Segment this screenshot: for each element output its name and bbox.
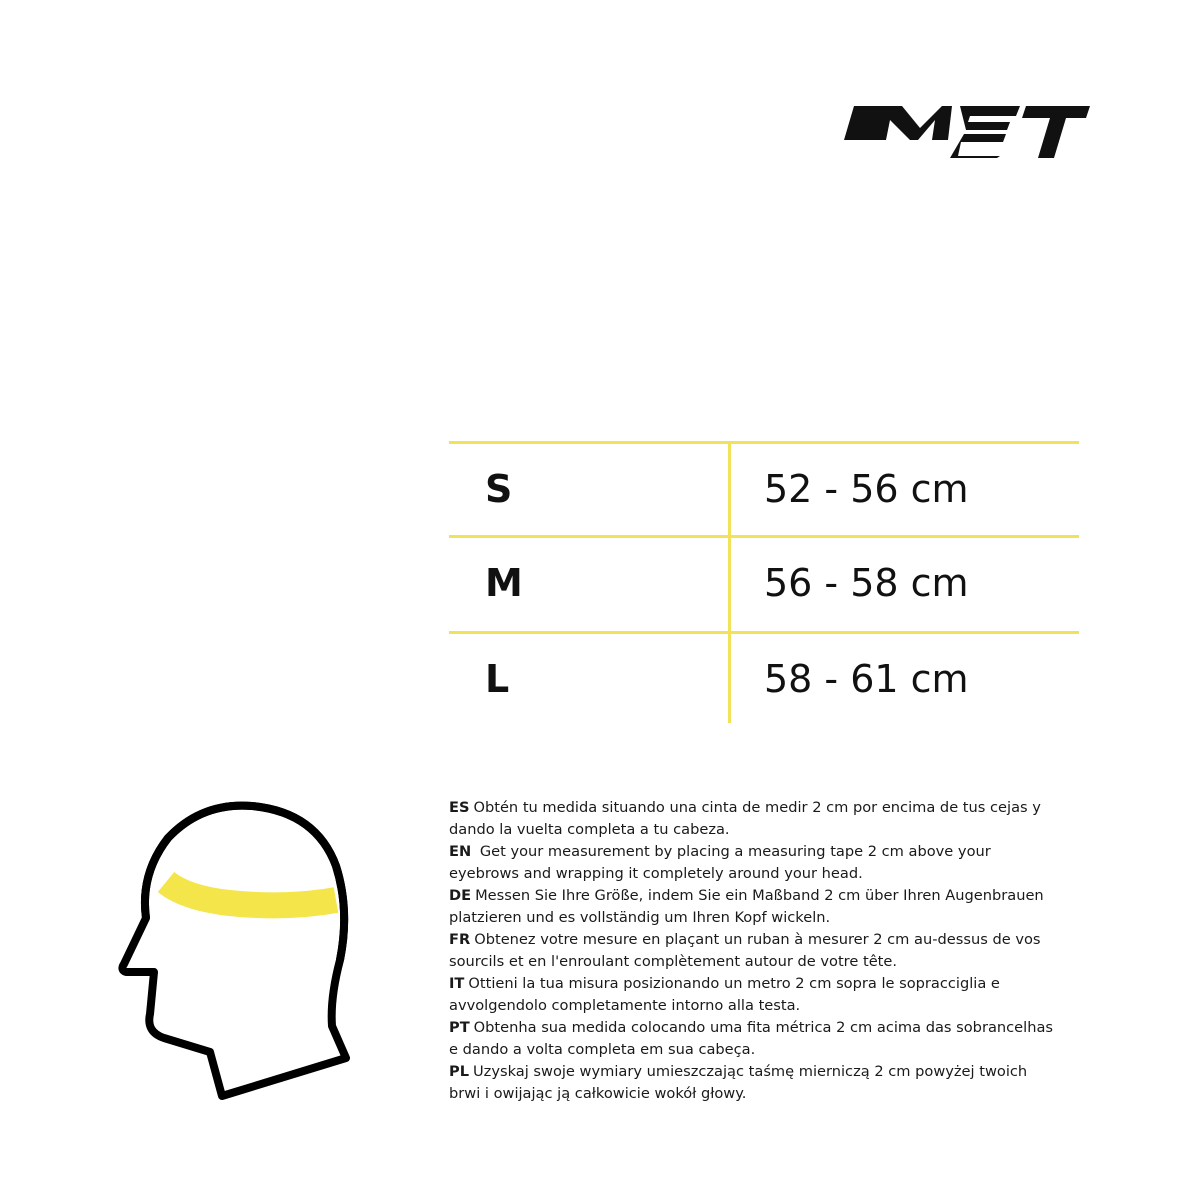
language-code: EN [449, 843, 472, 860]
instruction-line [449, 885, 1089, 907]
instruction-text: Obtén tu medida situando una cinta de medir 2 cm por encima de tus cejas y [473, 799, 1041, 816]
instruction-text: Obtenha sua medida colocando uma fita métrica 2 cm acima das sobrancelhas [473, 1019, 1053, 1036]
instruction-it [449, 973, 1089, 1017]
size-label: L [485, 657, 510, 701]
row-separator [449, 631, 1079, 634]
instruction-text: brwi i owijając ją całkowicie wokół głowy. [449, 1085, 747, 1102]
instruction-line [449, 1017, 1089, 1039]
size-row-l [449, 631, 1079, 727]
size-row-m [449, 535, 1079, 631]
instruction-text: avvolgendolo completamente intorno alla testa. [449, 997, 801, 1014]
row-separator [449, 535, 1079, 538]
met-logo [840, 100, 1092, 162]
head-profile-measuring-band-icon [116, 800, 356, 1102]
instruction-text: dando la vuelta completa a tu cabeza. [449, 821, 730, 838]
size-range: 52 - 56 cm [764, 467, 969, 511]
instruction-line [449, 929, 1089, 951]
instruction-fr [449, 929, 1089, 973]
measurement-instructions [449, 797, 1089, 1105]
language-code: IT [449, 975, 465, 992]
instruction-line [449, 797, 1089, 819]
language-code: ES [449, 799, 470, 816]
instruction-text: platzieren und es vollständig um Ihren Kopf wickeln. [449, 909, 831, 926]
size-label: M [485, 561, 523, 605]
instruction-text: Messen Sie Ihre Größe, indem Sie ein Maßband 2 cm über Ihren Augenbrauen [475, 887, 1044, 904]
instruction-es [449, 797, 1089, 841]
instruction-text: Get your measurement by placing a measuring tape 2 cm above your [475, 843, 991, 860]
instruction-line [449, 819, 1089, 841]
instruction-line [449, 1061, 1089, 1083]
instruction-line [449, 1083, 1089, 1105]
row-separator [449, 441, 1079, 444]
size-range: 58 - 61 cm [764, 657, 969, 701]
instruction-pl [449, 1061, 1089, 1105]
instruction-pt [449, 1017, 1089, 1061]
size-table [449, 441, 1079, 723]
language-code: PL [449, 1063, 469, 1080]
instruction-text: Ottieni la tua misura posizionando un metro 2 cm sopra le sopracciglia e [468, 975, 1000, 992]
instruction-line [449, 973, 1089, 995]
instruction-text: Uzyskaj swoje wymiary umieszczając taśmę mierniczą 2 cm powyżej twoich [473, 1063, 1028, 1080]
instruction-line [449, 1039, 1089, 1061]
language-code: PT [449, 1019, 470, 1036]
instruction-text: sourcils et en l'enroulant complètement autour de votre tête. [449, 953, 898, 970]
language-code: FR [449, 931, 471, 948]
instruction-text: e dando a volta completa em sua cabeça. [449, 1041, 756, 1058]
instruction-en [449, 841, 1089, 885]
instruction-line [449, 841, 1089, 863]
instruction-text: eyebrows and wrapping it completely around your head. [449, 865, 863, 882]
instruction-line [449, 863, 1089, 885]
size-range: 56 - 58 cm [764, 561, 969, 605]
instruction-de [449, 885, 1089, 929]
size-row-s [449, 441, 1079, 537]
instruction-line [449, 907, 1089, 929]
size-label: S [485, 467, 513, 511]
language-code: DE [449, 887, 472, 904]
instruction-line [449, 951, 1089, 973]
instruction-text: Obtenez votre mesure en plaçant un ruban à mesurer 2 cm au-dessus de vos [474, 931, 1041, 948]
instruction-line [449, 995, 1089, 1017]
